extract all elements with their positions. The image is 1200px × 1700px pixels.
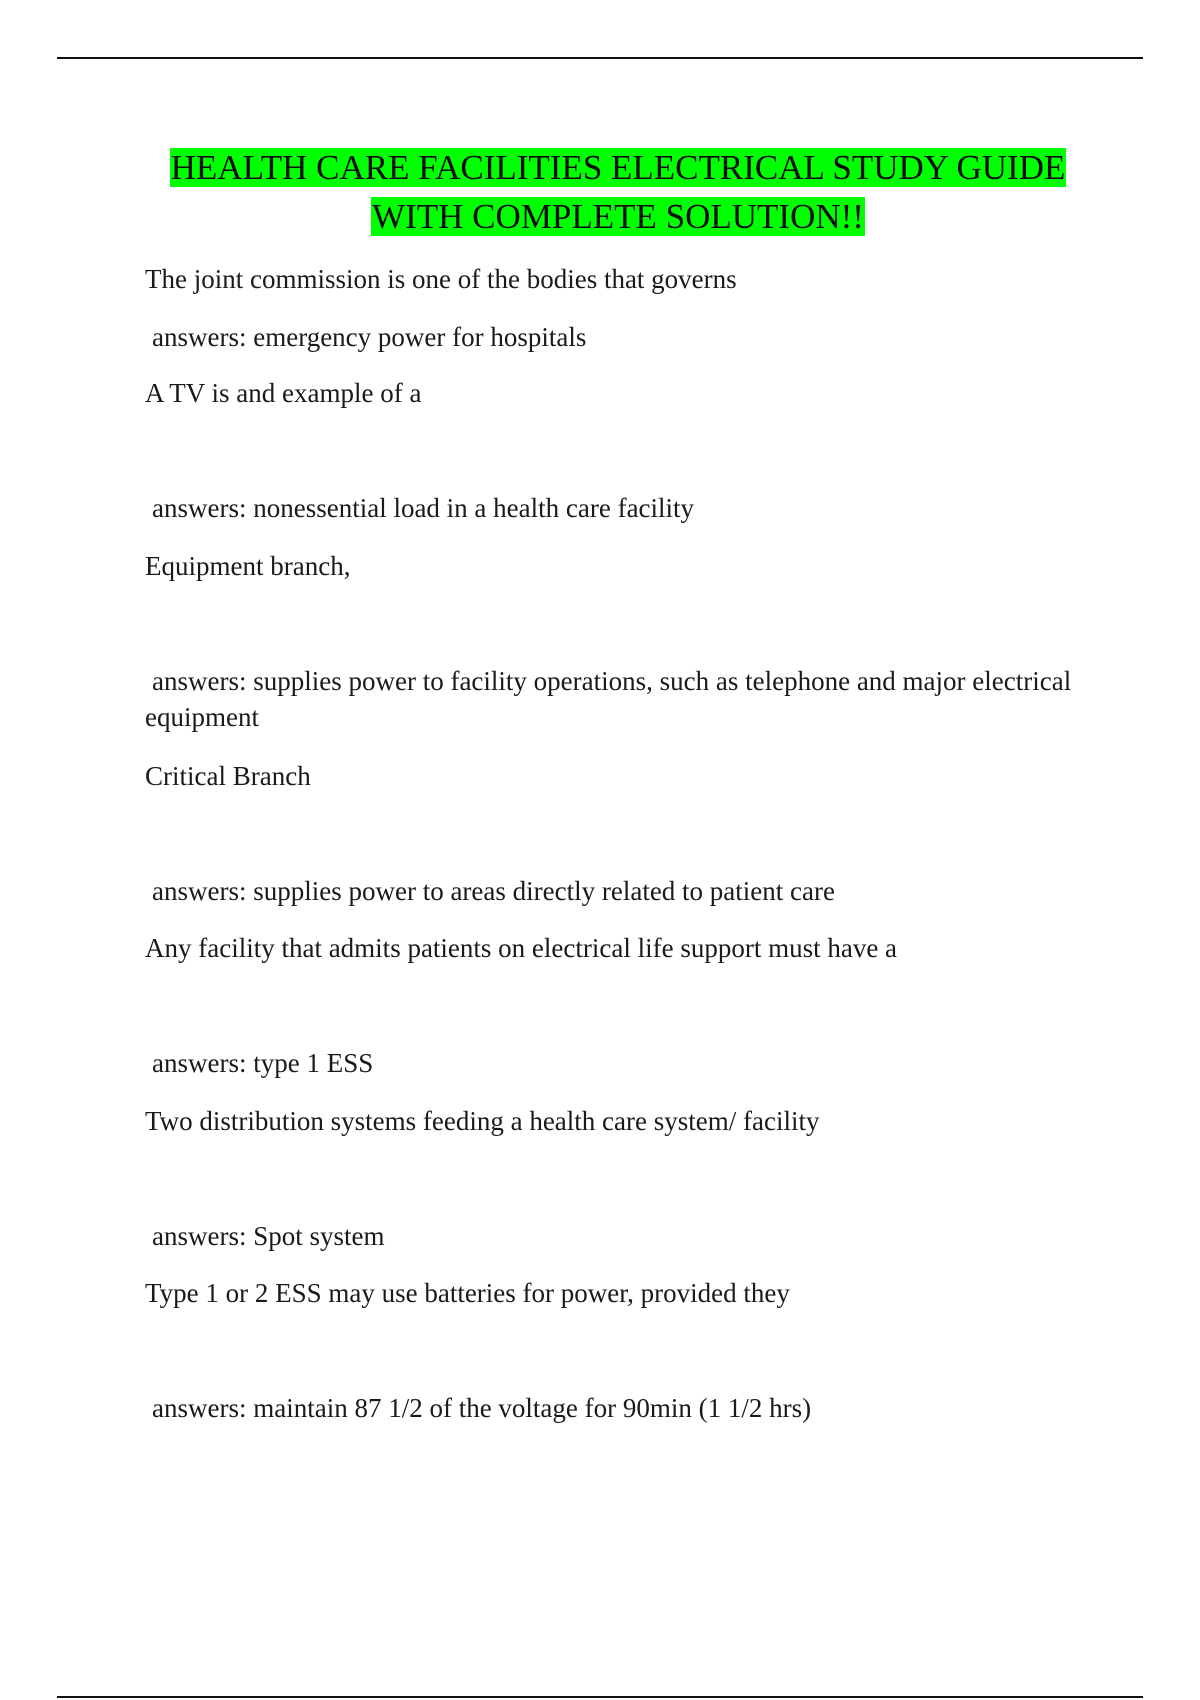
question-text: Two distribution systems feeding a health care system/ facility <box>145 1106 820 1136</box>
footer-rule <box>57 1696 1143 1698</box>
title-line-2: WITH COMPLETE SOLUTION!! <box>372 197 864 236</box>
question-text: Type 1 or 2 ESS may use batteries for power, provided they <box>145 1278 790 1308</box>
question-text: Any facility that admits patients on electrical life support must have a <box>145 933 898 963</box>
answer-text: answers: maintain 87 1/2 of the voltage for 90min (1 1/2 hrs) <box>152 1393 812 1423</box>
document-title <box>0 143 1200 241</box>
answer-text: answers: type 1 ESS <box>152 1048 374 1078</box>
answer-text: answers: emergency power for hospitals <box>152 322 587 352</box>
answer-text: answers: supplies power to areas directly related to patient care <box>152 876 835 906</box>
question-text: The joint commission is one of the bodies that governs <box>145 264 737 294</box>
title-line-1: HEALTH CARE FACILITIES ELECTRICAL STUDY GUIDE <box>170 148 1066 187</box>
answer-text: answers: nonessential load in a health care facility <box>152 493 695 523</box>
answer-text: answers: supplies power to facility operations, such as telephone and major electrical equipment <box>145 666 1072 732</box>
question-text: A TV is and example of a <box>145 378 422 408</box>
question-text: Critical Branch <box>145 761 311 791</box>
header-rule <box>57 57 1143 59</box>
answer-text: answers: Spot system <box>152 1221 385 1251</box>
question-text: Equipment branch, <box>145 551 351 581</box>
